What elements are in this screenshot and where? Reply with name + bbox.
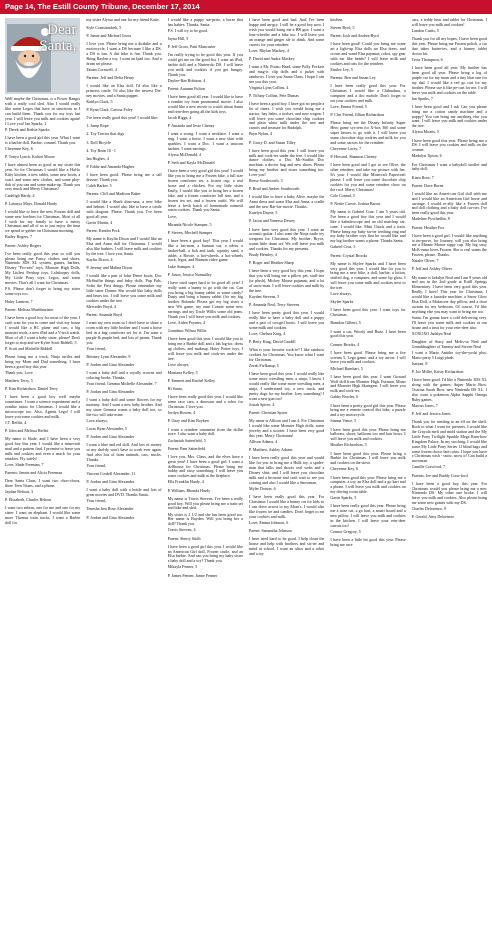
letter-paragraph: P. Ryan Clark, Carissa Foley bbox=[86, 107, 133, 113]
letter-paragraph: Parent: Crystal Brooks bbox=[330, 252, 368, 258]
letter-paragraph: P. Joe Miller, Kristy Richardson bbox=[411, 369, 464, 375]
letter-paragraph: P. Elizabeth, Charles Bebout bbox=[5, 497, 52, 503]
letter-paragraph: XOXOXO Jadalyn Neal bbox=[411, 330, 452, 336]
letter-paragraph: Parents: Jennie and Alicia Freeman bbox=[5, 469, 63, 475]
letter-paragraph: P. Latonya Mays, Donald Hardy bbox=[5, 200, 58, 206]
letter-paragraph: I have been a very good girl this year! I would like you to bring me a Frozen bike, a full size frozen comforter set, a frozen cup, a real horse and a chicken. For my little sister Emily, I would like you to bring her a frozen bike, and a frozen comforter full size, and a frozen tea set, and a frozen outfit. We will leave a fresh batch of homemade oatmeal raisin cookies. Thank you Santa. bbox=[167, 168, 243, 213]
letter-paragraph: P. Betty King, David Caudill bbox=[248, 339, 296, 345]
letter-paragraph: Parent: Dave Burns bbox=[411, 182, 444, 188]
letter-paragraph: Parents: Ben and Susan Ley bbox=[330, 75, 376, 81]
letter-paragraph: Well maybe the Christmas, is a Power Ranger with a really cool sled. Also I would really like some Legos that have in structions so I can build them. Thank you for my toys last year. I will leave you milk and cookies again! I Love you! Ian Sparks, 2 bbox=[5, 96, 81, 126]
letter-paragraph: Ella Franklin Hardy, 4 bbox=[167, 479, 204, 485]
letter-paragraph: Gavin Martin, 4 bbox=[86, 219, 113, 225]
letter-paragraph: Parent: Ashley Rogers bbox=[5, 242, 42, 248]
letter-paragraph: Jaydan Bebout, 3 bbox=[5, 489, 33, 495]
letter-paragraph: My name is Jadalyn Neal and I am 9 years old and am in the 2nd grade at Estill Springs Elementary. I have been very good this year. Really, I have! This year for Christmas, I would like a karaoke machine, a Snow Glow Elsa Doll, a Makeover day pillow, and a door curtain for my bedroom. Of course, I'd like anything else you may want to bring me too. bbox=[411, 274, 487, 314]
letter-paragraph: Your friend, bbox=[86, 498, 106, 504]
letter-paragraph: my sister Alyssa and one for my friend Katie. bbox=[86, 18, 160, 22]
letter-paragraph: Parent: Christian Spicer bbox=[248, 410, 288, 416]
letter-paragraph: Charles Delorenzo, 9 bbox=[411, 506, 446, 512]
letter-paragraph: My name is Travis Stevens. I've been a really good boy. Will you please bring me a train set and bike and sled. bbox=[167, 495, 243, 511]
letter-paragraph: I have been really good this year. I would like some race cars, a dinosaur and a robot for Christmas. I love you. bbox=[167, 394, 243, 410]
letter-paragraph: P. Gerald, Amy Delorenzo bbox=[411, 514, 455, 520]
letter-paragraph: I have been a good boy this year. For Christmas would you please bring me a new Nintendo DS. My other one broke. I will leave you milk and cookies. Also please bring me some new games with my DS. bbox=[411, 480, 487, 506]
letter-paragraph: Parent: Melissa Muehlmeister bbox=[5, 307, 54, 313]
letter-paragraph: 4. Toy Bean 10 - I bbox=[86, 147, 116, 153]
letter-paragraph: Miranda Nicole Stamper, 5 bbox=[167, 221, 212, 227]
letter-paragraph: P. Jeff Gross, Patti Muncaster bbox=[167, 44, 216, 50]
letter-paragraph: Mercedes Boyd, 4 bbox=[86, 303, 116, 309]
letter-paragraph: I have been good this year. I would really like some more wrestling men, a ninja, I know I would really like some more wrestling men, a ninja, I understand toy, a new truck, and pretty dogs for my brother. Joey something! I want a new gun too! bbox=[248, 371, 325, 401]
letter-paragraph: Heather Richardson, 5 bbox=[330, 442, 367, 448]
letter-paragraph: Zerah Fielkamp, 5 bbox=[248, 363, 279, 369]
letter-paragraph: P. Howard, Shannon Cheney bbox=[330, 154, 377, 159]
letter-paragraph: I have been good. Please bring me a fire scream 5, Lego game, and a toy arrow. I will leave you milk and cookies. bbox=[330, 349, 406, 365]
letter-paragraph: Connor Brooks, 4 bbox=[330, 341, 360, 347]
letter-paragraph: I have tried hard to be good. I help clean the house and help with brothers and sis-ter and mind at school. I want an xbox and a robot and a toy bbox=[248, 535, 325, 556]
letter-paragraph: My name is Skylee Sparks and I have been very good this year. I would like for you to bring me a new bike, a doll, barbie, a lotion, stuffed dog, a computer, and some lip gloss. I will leave you some milk and cookies next to the tree. bbox=[330, 260, 406, 291]
column-6 bbox=[412, 18, 487, 924]
letter-paragraph: I want a Mr. Potato Head, some Polly Pockets and mag-ic clip dolls and a jacket with rainbows. I love you Santa Claus. I hope I can see you this year. bbox=[248, 63, 325, 84]
letter-paragraph: P. Ozzy and Kim Boyken bbox=[167, 418, 209, 424]
letter-paragraph: Jordyn Bowen, 4 bbox=[167, 410, 196, 416]
letter-paragraph: Jacob Riggs, 4 bbox=[167, 115, 192, 120]
letter-paragraph: Brittney Lynn Alexander, 9 bbox=[86, 353, 131, 359]
letter-paragraph: Gabby Bowles, 6 bbox=[330, 394, 359, 400]
letter-paragraph: P. Scott and Michelle Riddell bbox=[5, 345, 53, 351]
letter-paragraph: Matthew Terry, 5 bbox=[5, 378, 33, 384]
letter-paragraph: Kiara Rose, 7 bbox=[411, 174, 434, 180]
letter-paragraph: I have been good! Could you bring me some art a light-up Elsa dolls an Elsa dress, and crown and wand Elsa pajamas, robot, spy gear with ear like heads? I will leave milk and cookies and oats for the reindeer. bbox=[330, 41, 406, 66]
letter-paragraph: I have been a good boy! This year I would like a bat-man, a batman car, a robin, a basket-ball, a fish and tank, squishy sand, a tablet, a Bowie, a hot-wheels, a hot-wheels track, legos, and Batman video game. bbox=[167, 237, 243, 263]
letter-paragraph: J.T. Reffitt, 4 bbox=[5, 419, 27, 425]
letters-columns bbox=[0, 14, 492, 924]
letter-paragraph: Isaiyan, 8 bbox=[411, 360, 428, 366]
letter-paragraph: What is your favorite cook-ie? I like rainbow cookies for Christmas. You know what I want for Christmas. bbox=[248, 347, 325, 363]
letter-paragraph: I have been really good this year. For Christmas I would like a bunny car for kids so I can drive across to my Mom's. I would also like frozen ice and candies. Don't forget to eat your cookies and milk. bbox=[248, 493, 325, 519]
letter-paragraph: Love, bbox=[167, 213, 177, 219]
letter-paragraph: I'm really trying to be good this year. If you could get me on the good list. I want an iPad, barbie doll and a Ninten-do DS. I will leave you milk and cookies if you get hungry. Thank you. bbox=[167, 52, 243, 77]
letter-paragraph: I have been a good girl this year. What I want is a barbie doll, Barbie, comnel. Thank you. bbox=[5, 134, 81, 145]
letter-paragraph: I have been a little bit good this year. Please bring me race bbox=[330, 537, 406, 548]
letter-paragraph: Virginia Lynn Collins, 4 bbox=[248, 84, 289, 90]
letter-paragraph: Travis Stevens, 4 bbox=[167, 527, 196, 533]
letter-paragraph: For Christmas I want a babydoll stroller and baby doll. bbox=[411, 161, 487, 172]
letter-paragraph: P. Jordan and Gina Alexander bbox=[86, 434, 135, 440]
letter-paragraph: Camille Crawford, 7 bbox=[411, 464, 446, 470]
letter-paragraph: cars, a teddy bear and tablet for Christmas. I will leave you milk and cookies! bbox=[411, 18, 487, 27]
letter-paragraph: Brandon Gilbert, 5 bbox=[330, 320, 361, 326]
letter-paragraph: Ian Hughes, 4 bbox=[86, 155, 109, 161]
letter-paragraph: Gabriel Cruz, 5 bbox=[330, 244, 356, 250]
letter-paragraph: I have been a good girl. I would like anything to im-prove, for Journey, will you also bring me a Minnie Mouse sippy cup. My big sissy McK-enna loves Frozen. She is real wants the Frozen, please. Thanks. bbox=[411, 232, 487, 258]
letter-paragraph: Parent: Amanda Boyd bbox=[86, 311, 123, 317]
letter-paragraph: I have been good all year. I would like to have a zombie toy from paranormal movie. I also would like a new movie to watch about Santa and rein-deer going all the kids toys. bbox=[167, 94, 243, 114]
letter-paragraph: Brady Hensley, 4 bbox=[248, 252, 277, 258]
letter-paragraph: I would like to have the new Frozen doll and some new bar-bies for Christmas. Most of all I wish for my family to have a merry Christmas and all of us to just enjoy the time we spend to-gether on Christmas morning. bbox=[5, 208, 81, 234]
letter-paragraph: I have been good all year. My brother has been good all year. Please bring a log of purple car for my mom and a tiny blue one for my dad. I would like a red go cart for my brother. Please use it like pe-cart for me. I will leave you milk and cookies on the table. bbox=[411, 65, 487, 95]
letter-paragraph: My name is Kaylin Dixon and I would like an Elsa and Anna doll for Christmas. I would also like barbies. I will leave milk and cookies by the tree. I love you, Santa. bbox=[86, 236, 162, 256]
letter-paragraph: P. Nettie Crowe, Joshua Bacon bbox=[330, 200, 381, 206]
letter-paragraph: I've been really good this year! I would like: bbox=[86, 115, 159, 121]
letter-paragraph: kitchen. bbox=[330, 18, 344, 22]
letter-paragraph: Gavin Sparks, 5 bbox=[330, 495, 357, 501]
letter-paragraph: Love always, bbox=[330, 291, 352, 297]
letter-paragraph: I have been good this year. I will leave you milk and cook-ies under the tree. I would like dance clothes, a Doc Mc-Stuffin Doc machine, a doctor bag and new shoes. Please bring my brother and sister something too. Love you! bbox=[248, 147, 325, 178]
dear-santa-banner bbox=[5, 18, 80, 94]
letter-paragraph: Hi Santa, bbox=[167, 386, 183, 392]
letter-paragraph: Jayna Hill, 5 bbox=[167, 36, 189, 42]
letter-paragraph: Tenesha Irea Rose Alexander bbox=[86, 506, 134, 512]
letter-paragraph: Connor Gregory, 5 bbox=[330, 529, 361, 535]
letter-paragraph: I have been good and bad. And I've been happy and an-gry. I will be a good boy now. I wish you would bring me a BB gun. I want a four-wheeler and a bike too. I will leave you an orange and ginger ale to drink. And some carrots for your reindeer. bbox=[248, 18, 325, 47]
letter-paragraph: P. Jordan and Gina Alexander bbox=[86, 514, 135, 520]
letter-paragraph: Your friend, bbox=[86, 463, 106, 469]
letter-paragraph: P. Jamie and Michael Gross bbox=[86, 33, 132, 39]
letter-paragraph: I have almost been as good as my sister this year. So for Christmas I would like a Hal-lo Kitty kitchen, a new tablet, some new boots, a scarf, and some new clothes, and some play-doh of you can and some make-up. Thank you very much and Merry Christmas! bbox=[5, 161, 81, 192]
letter-paragraph: Alyssa Moatts, 5 bbox=[411, 129, 439, 135]
letter-paragraph: P. John and Melissa Reffitt bbox=[5, 428, 49, 434]
letter-paragraph: Josiah Spicer, 4 bbox=[248, 401, 275, 407]
letter-paragraph: I would like to have a baby Alive, maybe the Anna dress and some Elsa and Anna, a cradle and the new Bar-bie movie. Thanks. bbox=[248, 194, 325, 210]
letter-paragraph: Parent: Kendra Peck bbox=[86, 228, 120, 234]
letter-paragraph: I have been good. I'd like a Nintendo 3DS XL along with the games: Super Mario Bros. Ocarina Sarah Bros. new Nintendo DS XL. I also want a pokemon Alpha Sapphi Omega Ruby games. bbox=[411, 377, 487, 402]
letter-paragraph: Vincent Cordell Alexander, 11 bbox=[86, 471, 136, 477]
letter-paragraph: Bryn Nylan, 4 bbox=[248, 131, 273, 137]
letter-paragraph: Parent: Pam Satterfield bbox=[167, 445, 206, 451]
letter-paragraph: My sister is 2 1/2 and she has been good too. Her name is Bayden. Will you bring her a doll? Thank you. bbox=[167, 511, 243, 527]
letter-paragraph: I have tried super hard to be good all year! I really want a bunny to go with the cat. Can you bring a big bunny rabbit or some candy? Dusty and bring a bunny rabbit (for my big brother Rolando Please get my big sister a new Wii game, my aunt Connie some new earrings and my Uncle Willis some old jeans. Thank you I will leave you milk and cookies. bbox=[167, 279, 243, 320]
letter-paragraph: I have been a good boy for most of the year. I can't wait for you to come and visit my house I would like a RC plane and cars, a big monster truck, a new iPad and a V-tech watch. Most of all I want a baby sister, please! Don't forget to stop and see Kylee Scott Riddell, 5 bbox=[5, 315, 81, 345]
letter-paragraph: I want two zebras, one for me and one for my sister. I want an elephant. I would like some more Thomas train tracks. I want a Barbie doll for bbox=[5, 505, 81, 525]
letter-paragraph: I have been good this year. Please bring me balloons, shoes, balloons too and hair bows. I will leave you milk and cookies. bbox=[330, 426, 406, 442]
letter-paragraph: Thank you, Love bbox=[5, 369, 33, 375]
letter-paragraph: P. Chri Friend, Jillian Richardson bbox=[330, 112, 385, 118]
letter-paragraph: Parents: Jeff and Delia Henry bbox=[86, 75, 135, 81]
letter-paragraph: Love, Emma Friend, 5 bbox=[330, 104, 367, 109]
letter-paragraph: Parent: Samantha Johnson bbox=[248, 527, 292, 533]
letter-paragraph: Lucas Ryan Alexander, 5 bbox=[86, 426, 127, 432]
letter-paragraph: P. Jason and Vanessa Dewey bbox=[248, 218, 296, 224]
letter-paragraph: My name is Gabriel Cruz. I am 5 years old. I've been a good boy this year and I would like a kaleidoscope and an old matchup car, cane. I would like, Mini Chuck and a train. Please bring my baby sis-ter teething ring and my baby brother toys that he would like and my big brother wants a phone. Thanks Santa. bbox=[330, 208, 406, 244]
letter-paragraph: Cole Conrad, 5 bbox=[330, 192, 355, 198]
letter-paragraph: I would like a Shark dino-saur, a new bike and helmet. I would also like to have a castle with dragons. Please. Thank you. I've been good all year. bbox=[86, 199, 162, 219]
letter-paragraph: Please bring me a truck, Ninja turtles and bring my Mom and Dad something. I have been a good boy this year. bbox=[5, 354, 81, 369]
letter-paragraph: I want a reindeer ornament from the dollar store. I also want a baby doll. bbox=[167, 426, 243, 437]
letter-paragraph: P. Jason, Jessica Nunnalley bbox=[167, 271, 212, 277]
letter-paragraph: I want a baby doll and some flowers for my mommy. And I want a new baby brother. And my sister Gemma wants a baby doll too, so the two will take mine. bbox=[86, 397, 162, 417]
letter-paragraph: Montana Kelley, 5 bbox=[167, 370, 198, 376]
letter-paragraph: I want a baby doll and a royally crowns and coloring books. Thanks. bbox=[86, 369, 162, 380]
letter-paragraph: Dear Santa Claus, I want two choo-choos, three Teen Titans, and a phone. bbox=[5, 478, 81, 488]
letter-paragraph: Natalie Oliver, 7 bbox=[411, 258, 439, 264]
letter-paragraph: Kayden Stevens, 5 bbox=[248, 294, 280, 300]
letter-paragraph: My name is Allison and I am 4. For Christmas I would like some Monster High dolls, some jewelry and a scooter. I have been very good this year. Merry Christmas! bbox=[248, 418, 325, 438]
letter-paragraph: Daylee-Rae Robison, 4 bbox=[167, 78, 206, 83]
letter-paragraph: Madalyn Tipton, 6 bbox=[411, 153, 442, 159]
letter-paragraph: Kaylin Dixon, 4 bbox=[86, 256, 113, 262]
column-4 bbox=[249, 18, 324, 924]
column-2 bbox=[86, 18, 161, 924]
letter-paragraph: Bailey Rogers, 7 bbox=[5, 234, 33, 240]
letter-paragraph: I have been good. Please bring me a tall dresser. Thank you. bbox=[86, 171, 162, 182]
letter-paragraph: Parents: Joe and Buddy Craw-ford bbox=[411, 472, 468, 478]
column-1 bbox=[5, 18, 80, 924]
letter-paragraph: I have been good and I got to see Olive, the other reindeer, and take my picture with her. It's your I would like Minecraft Papercraft please. I will leave you some chocolate chip cookies for you and some reindeer chow on the roof. Merry Christmas! bbox=[330, 162, 406, 192]
letter-paragraph: P. Amanda and Jesse Cheney bbox=[167, 123, 215, 129]
column-5 bbox=[330, 18, 405, 924]
letter-paragraph: Your friend, Gemma Michelle Alexander, 7 bbox=[86, 380, 157, 386]
letter-paragraph: I want a swing. I want a necklace. I want a ring. I want a horse. I want a new shirt with sparkles. I want a Doc. I want a unicorn barbies. I want earrings. bbox=[167, 131, 243, 151]
letter-paragraph: Steven Byrd, 5 bbox=[330, 25, 355, 31]
letter-paragraph: Allison Adams, 4 bbox=[248, 438, 278, 444]
letter-paragraph: I want a Mario Amiibo toy-the-yoshi plus. Mario party 5 Luigi plush. bbox=[411, 349, 487, 360]
letter-paragraph: P. Seth and Kayla McDonald bbox=[167, 160, 215, 166]
letter-paragraph: I would like an Ameri-can Girl doll with me and I would like an American Girl horse and carriage. I would re-ally like a Frozen doll and doll clothing and a baby doll car-rier. I've been really good this year. bbox=[411, 190, 487, 216]
letter-paragraph: I want my own room so I don't have to share a room with my little brother and I want a horse bed in a bag comforter set for it. I'm want a purple & purple bed, and lots of paints. Thank you. bbox=[86, 319, 162, 345]
letter-paragraph: I want a car, Woody and Buzz. I have been good this year. bbox=[330, 328, 406, 339]
letter-paragraph: Love, Rhylan Mackey, 4 bbox=[248, 47, 289, 53]
letter-paragraph: Cadeligh Hardy, 4 bbox=[5, 192, 35, 198]
letter-paragraph: Love, Slade Freeman, 7 bbox=[5, 461, 44, 467]
letter-paragraph: I have been a very good boy this year. I hope that you will bring me a pillow pet, stuff-ties (or plush), Mickey Mouse pajamas, and a lot of snow-man. I will leave cookies and milk by the tree. bbox=[248, 268, 325, 294]
letter-paragraph: Cheyenne Key, 6 bbox=[330, 466, 359, 472]
letter-paragraph: P. Jeremy and Malina Dixon bbox=[86, 265, 133, 271]
letter-paragraph: I have been a pretty good girl this year. Please bring me a remote control dirt bike, a puzzle and a toy motorcycle. bbox=[330, 402, 406, 418]
letter-paragraph: P.S. I will try to be good. bbox=[167, 28, 209, 33]
letter-paragraph: P. Jeff and Ashley Oliver bbox=[411, 266, 452, 272]
letter-paragraph: Love, Chelsea King, 4 bbox=[248, 331, 286, 337]
letter-paragraph: Madeline Pyschedlin, 8 bbox=[411, 216, 450, 222]
letter-paragraph: Skylee Sparks bbox=[330, 299, 354, 305]
letter-paragraph: I have been good this year. Please bring me a DS. I will leave you cookies and milk on the counter. bbox=[411, 137, 487, 153]
page-header: Page 14, The Estill County Tribune, December 17, 2014 bbox=[0, 0, 492, 14]
letter-paragraph: 1. Jump Rope bbox=[86, 123, 109, 129]
letter-paragraph: P. Amanda Neal, Terry Stevens bbox=[248, 302, 300, 308]
letter-paragraph: P. Emmett and Rachel Kelley bbox=[167, 378, 216, 384]
letter-paragraph: P. Matthew, Ashley Adams bbox=[248, 447, 293, 453]
letter-paragraph: Parent: Heather Fox bbox=[411, 224, 445, 230]
letter-paragraph: P. Steven, Mechell Stamper bbox=[167, 229, 213, 235]
letter-paragraph: I have been a good boy. I have got no people a lot of times. I wish you would bring me a tractor, hay bales, a toolset, and new wagon. I will leave you some chocolate chip cookies and plain white milk under the tree and carrots and treasure for Rudolph. bbox=[248, 100, 325, 131]
letter-paragraph: I want a blue and red doll. And lots of money so my dad-dy won't have to work ever again. And also lots of farm animals, cars, trucks. Thanks. bbox=[86, 442, 162, 462]
letter-paragraph: Zachariah Satterfield, 5 bbox=[167, 437, 206, 443]
banner-line-1: Dear bbox=[47, 22, 77, 38]
letter-paragraph: Emilee Ley, 5 bbox=[330, 67, 353, 72]
letter-paragraph: I have been good this year. I would like you to bring me a Barbie doll and a lab log-tor, dress up clothes, and makeup, Hairy Potter toys, I will leave you milk and cook-ies under the tree. bbox=[167, 336, 243, 361]
letter-paragraph: Cheyenne Lacey, 7 bbox=[330, 145, 362, 151]
letter-paragraph: Mikayla Fenner, 5 bbox=[167, 564, 198, 570]
letter-paragraph: Alyssa McDonald, 4 bbox=[167, 152, 202, 157]
letter-paragraph: Landon Curtis, 5 bbox=[411, 28, 439, 33]
letter-paragraph: Katelyn Dayne, 5 bbox=[248, 210, 278, 216]
letter-paragraph: Santa, I'm gonna have a cold delivering very. I'll leave you some milk and cookies at our house and a treat for your rein-deer also. bbox=[411, 314, 487, 330]
letter-paragraph: I have been really good this year and would like for you to bring me a Hulk toy, a spider-man that talks and shoots real webs and a Disney shirt, and I will leave you chocolate milk and a brownie and can't wait to see you coming and also I would like a Snowman. bbox=[248, 455, 325, 485]
banner-line-2: Santa, bbox=[39, 38, 77, 54]
column-3 bbox=[168, 18, 243, 924]
letter-paragraph: Marcus Jones, 7 bbox=[411, 402, 438, 408]
letter-paragraph: I have been pretty good this year. I would really like to have a baby doll and a puppy and a pair of cowgirl boots. I will leave you some milk and cookies. bbox=[248, 310, 325, 331]
letter-paragraph: I have been good this year. Please bring a Barbie for Christmas. I will leave you milk and cookies on the stove. bbox=[330, 450, 406, 466]
letter-paragraph: Thank you for sending to an elf on the shelf. Roch to what I want for presents. I would like the Crayola melt and mold station and the My Little Pony Twilight Sparkle Mega Rain-bow Kingdom Palace. In my stocking, I would like some My Little Pony Series 11 blind bags and some frozen choco-late coins. I hope you have a Christmas wish - snow, snow it! Can build a snowman. bbox=[411, 419, 487, 464]
letter-paragraph: Grandma: Wilma Willis bbox=[167, 328, 207, 334]
letter-paragraph: P. Kim Richardson, Daniel Terry bbox=[5, 386, 58, 392]
letter-paragraph: Thank you for all my hopes, I have been good this year. Please bring me Frozen polish, a car that takes batter-ies, and a barney tablet doctor kit. bbox=[411, 36, 487, 56]
letter-paragraph: P. Jordan and Gina Alexander bbox=[86, 361, 135, 367]
letter-paragraph: I have been good this year. I want toys for Christmas. bbox=[330, 307, 406, 318]
letter-paragraph: Sianna Vance, 5 bbox=[330, 418, 357, 424]
letter-paragraph: P. William, Rhonda Hardy bbox=[167, 487, 211, 493]
letter-paragraph: Parent: Autumn Fulton bbox=[167, 86, 205, 92]
letter-paragraph: Reese Southworth, 3 bbox=[248, 178, 283, 184]
letter-paragraph: P. Roger and Heather Sharp bbox=[248, 260, 294, 266]
letter-paragraph: I have been a good boy well maybe sometimes. I want a science experiment and a zombie tattoo for Christmas. I would like a microscope too. Also, Agents Lego! I will leave you some cookies and milk. bbox=[5, 394, 81, 419]
letter-paragraph: I love you. Please bring me a dirtbike and a motorcycle, I want a DS because I like a DS. a DS is fun. A dirt bike is fun. Thank you. Bring Raylen a toy. I want an Ipad too. And a drum set please. bbox=[86, 41, 162, 66]
letter-paragraph: Love always, bbox=[167, 362, 190, 368]
letter-paragraph: My name is Slade, and I have been a very good boy this year, I would like a minecraft mail and a pattern find. I promise to leave you milk and cookies and even a snack for your reindeer. Fly safely! bbox=[5, 436, 81, 461]
letter-paragraph: Ian Sparks, 7 bbox=[411, 95, 433, 101]
letter-paragraph: P. Jeff and Jessica Jones bbox=[411, 410, 451, 416]
letter-paragraph: Cheyenne Key, 6 bbox=[5, 145, 33, 151]
letter-paragraph: P. Tonya Lynch, Kalton Moore bbox=[5, 153, 55, 159]
letter-paragraph: Parents: Cliff and Madison Baker bbox=[86, 191, 141, 197]
letter-paragraph: Kyle Comstanchek, 5 bbox=[86, 25, 122, 31]
letter-paragraph: Please bring me the Disney Infinity Super Hero game sys-tem for X-box 360 and some super heroes to go with it. I will leave you some chocolate chip cookies and milk for you and some carrots for the reindeer. bbox=[330, 120, 406, 145]
letter-paragraph: Tatum Cornwell, 4 bbox=[86, 67, 117, 72]
letter-paragraph: I want a baby doll with a bottle and lots of great movies and DVD. Thanks Santa. bbox=[86, 487, 162, 498]
letter-paragraph: Love, Emma Johnson, 6 bbox=[248, 519, 289, 525]
letter-paragraph: P. James Fenner, Jamie Fenner bbox=[167, 572, 218, 578]
letter-paragraph: I would like a puppy sur-prise, a horse that has babies. Thanks, Santa. bbox=[167, 18, 243, 27]
letter-paragraph: I have been a good girl this year. I would like an American Girl doll, Frozen castle, and an Elsa barbie. And can you bring my baby sister a baby doll and a toy? Thank you. bbox=[167, 543, 243, 564]
letter-paragraph: Your friend, bbox=[86, 345, 106, 351]
letter-paragraph: Love always, bbox=[86, 417, 108, 423]
letter-paragraph: 3. Doll Bicycle bbox=[86, 139, 111, 145]
letter-paragraph: I would like an Elsa doll, I'd also like a princess castle. I'd also like the newest Dis-ney movies, and a Santa puppet. bbox=[86, 83, 162, 98]
letter-paragraph: I have been really good this year. Please bring me a nose car, a go kart, a smart board and a new pillow. I will leave you milk and cookies in the kitchen. I will leave your rein-deer carrots too! bbox=[330, 503, 406, 529]
letter-paragraph: P. Brad and Amber Southworth bbox=[248, 186, 300, 192]
letter-paragraph: P. Jordan and Gina Alexander bbox=[86, 479, 135, 485]
letter-paragraph: Luke Stamper, 4 bbox=[167, 263, 195, 269]
letter-paragraph: I have been good this year. Please bring me a computer, a toy, an Elsa doll and a go kart and a phone. I will leave you milk and cookies on my din-ing room table. bbox=[330, 474, 406, 495]
banner-title bbox=[39, 22, 76, 54]
letter-paragraph: P.S. Please don't forget to bring my sister some toys too. bbox=[5, 286, 81, 297]
letter-paragraph: Caleb Barker, 5 bbox=[86, 182, 112, 188]
letter-paragraph: 2. Toy Tractor that digs bbox=[86, 131, 125, 137]
letter-paragraph: Michael Barnhart, 5 bbox=[330, 365, 363, 371]
letter-paragraph: Parent: Josh and Andrea Byrd bbox=[330, 33, 379, 39]
letter-paragraph: I've been really good this year so will you please bring me Fancy clothes and shoes, Nintendo 3DS XL system, games, barbies, Disney "Fro-zen" toys, Monster High Dolls, My Littlest Petshop toys, Lalaloopsy dolls, My Little Pony toys, Legos, and some movies. That's all I want for Christmas. bbox=[5, 250, 81, 286]
letter-paragraph: P. Derek and Kethia Sparks bbox=[5, 126, 50, 132]
letter-paragraph: Parent: Sherry Stidh bbox=[167, 535, 201, 541]
letter-paragraph: P. David and Audra Mackey bbox=[248, 55, 295, 61]
letter-paragraph: I would like a pair of John Deere boots, Doc McStuffin things and baby dolls, Pup Pals, Sofia the First things. Please remember my little sister Donna. She would like baby dolls and bears too. I will leave you some milk and cookies under the tree. bbox=[86, 273, 162, 303]
letter-paragraph: I have been really good this year. For Christmas I would like a Chihuahua, a computer and a doc mobile. Don't forget to eat your cookies and milk. bbox=[330, 83, 406, 103]
letter-paragraph: Kaitlyn Clark, 5 bbox=[86, 99, 113, 105]
letter-paragraph: I have been good and I ask Can you please bring me a cotton candy machine and a puppy? You can bring me anything else you want. I will leave you milk and cookies under the tree. bbox=[411, 103, 487, 129]
letter-paragraph: P. Tiffany Collins, Pete Dumas bbox=[248, 92, 299, 98]
letter-paragraph: Tecia Thompson, 6 bbox=[411, 56, 443, 62]
letter-paragraph: I love you, Mrs. Claus, and the elves have a great year! I have been a good girl. I want a dollhouse for Christmas. Please bring my bubby and sissy something. I will leave you some cookies and milk at the fireplace. bbox=[167, 453, 243, 479]
letter-paragraph: P. Jordan and Gina Alexander bbox=[86, 389, 135, 395]
letter-paragraph: P. Eddie and Amanda Hughes bbox=[86, 163, 135, 169]
letter-paragraph: Myler Dotson, 6 bbox=[248, 485, 276, 491]
letter-paragraph: I have been very good this year. I want an acoustic guitar. I also want the Ninja turtle toy weapons for Christmas. My brother, Bryce, wants little drum set. We will leave you milk and cookies. Thanks for my presents. bbox=[248, 226, 325, 252]
letter-paragraph: Haley Lantron, 7 bbox=[5, 299, 33, 305]
letter-paragraph: P. Gracy D. and Susan Tilley bbox=[248, 139, 296, 145]
letter-paragraph: Love, Aiden Poynter, 4 bbox=[167, 320, 206, 326]
letter-paragraph: I have been good this year. I want Ground Wolf doll from Monster High, Furman, Mono and Monster High Skategear. I will leave you milk and cook-ies. bbox=[330, 373, 406, 394]
letter-paragraph: Daughter of Stacy and Melis-sa Neal and Granddaughter of Tammy and Steven Neal bbox=[411, 338, 487, 349]
